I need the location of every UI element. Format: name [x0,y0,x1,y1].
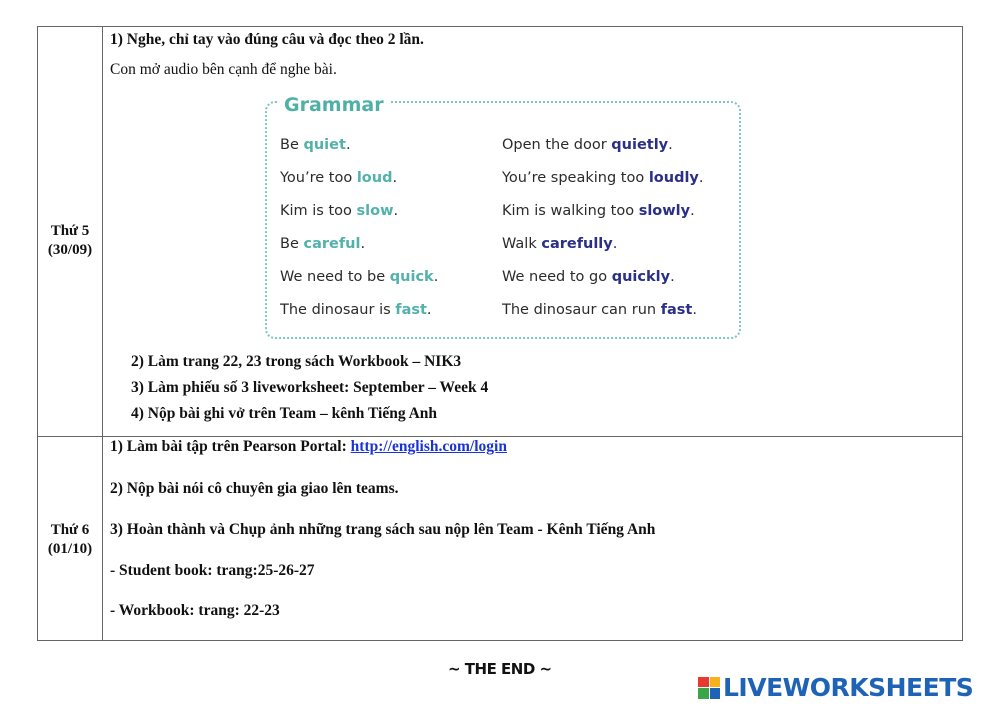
adverb-word: quietly [611,137,669,153]
task-2-speaking: 2) Nộp bài nói cô chuyên gia giao lên teams. [110,480,399,497]
workbook-pages: - Workbook: trang: 22-23 [110,602,280,619]
pearson-portal-link[interactable]: http://english.com/login [350,438,507,455]
task-2-workbook: 2) Làm trang 22, 23 trong sách Workbook – NIK3 [131,353,462,370]
day-label: Thứ 6 [50,522,90,538]
schedule-table [37,26,963,641]
adjective-word: slow [356,203,394,219]
task-1-prefix: 1) Làm bài tập trên Pearson Portal: [110,438,351,455]
grammar-title: Grammar [279,94,389,116]
brand-name: LIVEWORKSHEETS [723,673,974,702]
grammar-sentence: Be quiet. [280,137,351,153]
task-3-liveworksheet: 3) Làm phiếu số 3 liveworksheet: September – Week 4 [131,379,489,396]
row-divider [38,436,962,437]
date-label: (30/09) [47,242,93,258]
adjective-word: quiet [303,137,346,153]
day-cell-thursday [38,222,102,260]
adjective-word: loud [356,170,393,186]
grammar-sentence: Be careful. [280,236,366,252]
adverb-word: quickly [611,269,671,285]
grammar-sentence: Walk carefully. [502,236,618,252]
grammar-sentence: Kim is walking too slowly. [502,203,695,219]
grammar-sentence: You’re too loud. [280,170,398,186]
liveworksheets-brand [698,673,973,702]
adverb-word: slowly [638,203,691,219]
grammar-sentence: The dinosaur is fast. [280,302,432,318]
grammar-sentence: We need to be quick. [280,269,439,285]
grammar-sentence: Open the door quietly. [502,137,673,153]
student-book-pages: - Student book: trang:25-26-27 [110,562,315,579]
grammar-sentence: The dinosaur can run fast. [502,302,697,318]
task-1-pearson [110,438,507,456]
audio-note: Con mở audio bên cạnh để nghe bài. [110,61,337,78]
adverb-word: carefully [541,236,613,252]
date-label: (01/10) [47,541,93,557]
liveworksheets-logo-icon [698,677,720,699]
day-label: Thứ 5 [50,223,90,239]
grammar-sentence: Kim is too slow. [280,203,399,219]
adverb-word: loudly [648,170,699,186]
task-1-listen: 1) Nghe, chỉ tay vào đúng câu và đọc theo 2 lần. [110,31,424,48]
adjective-word: fast [395,302,427,318]
column-divider [102,27,103,640]
adverb-word: fast [660,302,693,318]
task-3-photos: 3) Hoàn thành và Chụp ảnh những trang sách sau nộp lên Team - Kênh Tiếng Anh [110,521,656,538]
grammar-sentence: You’re speaking too loudly. [502,170,704,186]
the-end-label: ~ THE END ~ [448,660,552,678]
adjective-word: careful [303,236,361,252]
day-cell-friday [38,521,102,559]
adjective-word: quick [389,269,434,285]
grammar-box [265,94,741,339]
grammar-sentence: We need to go quickly. [502,269,675,285]
task-4-submit: 4) Nộp bài ghi vở trên Team – kênh Tiếng Anh [131,405,438,422]
